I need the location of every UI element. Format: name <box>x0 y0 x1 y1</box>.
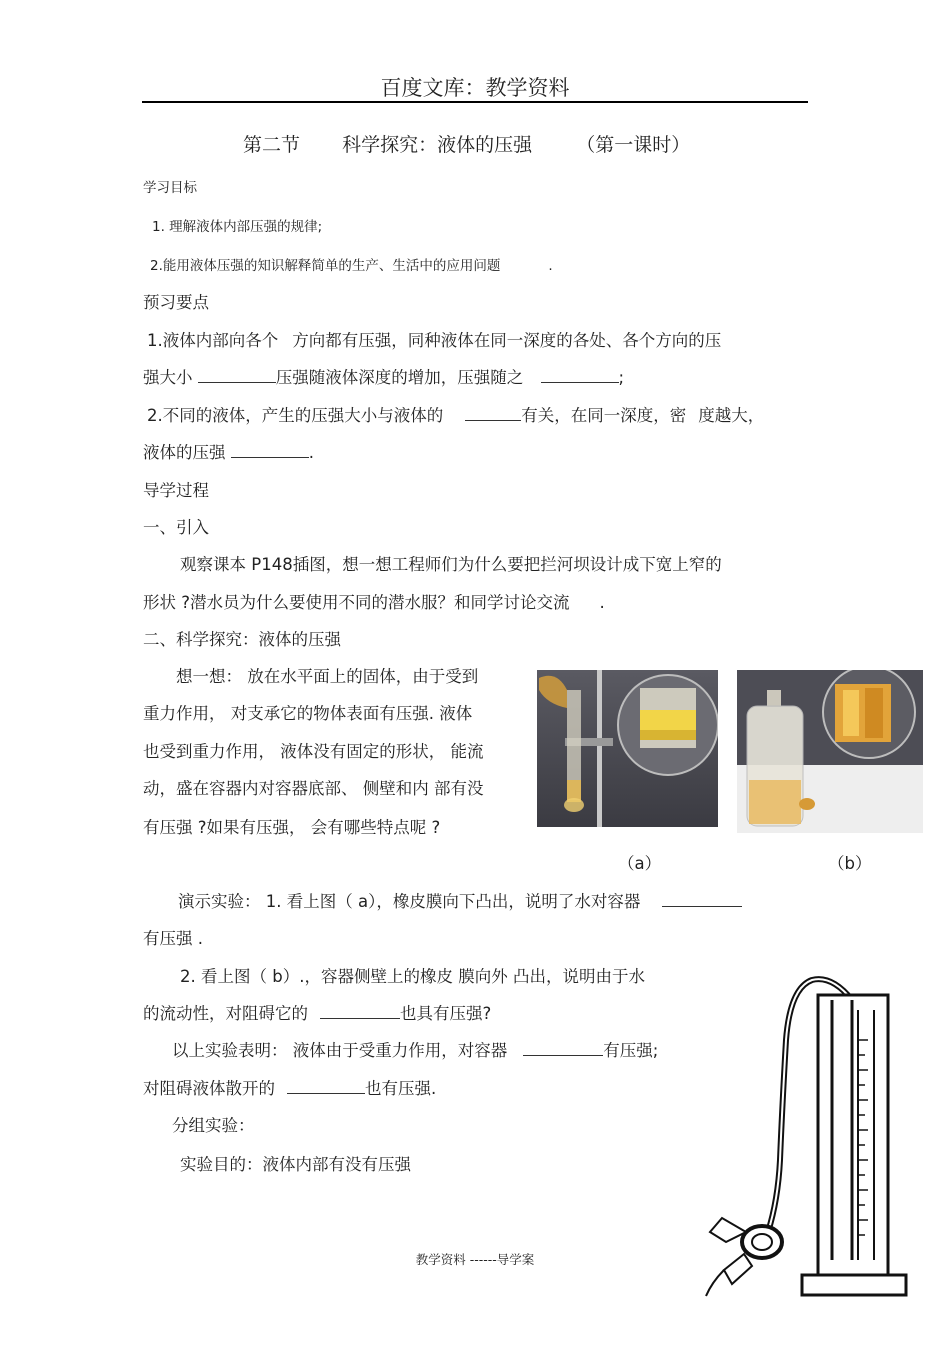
blank-1[interactable] <box>198 368 276 383</box>
goal-item-2 <box>150 254 553 274</box>
goal-item-2-text: 2.能用液体压强的知识解释简单的生产、生活中的应用问题 <box>150 258 501 274</box>
blank-8[interactable] <box>287 1079 365 1094</box>
experiment-purpose: 实验目的：液体内部有没有压强 <box>180 1155 411 1174</box>
think-line-2: 重力作用， 对支承它的物体表面有压强. 液体 <box>143 704 473 723</box>
blank-6[interactable] <box>320 1004 400 1019</box>
concl-text-a: 以上实验表明： 液体由于受重力作用，对容器 <box>172 1041 508 1060</box>
group-heading: 分组实验： <box>172 1116 255 1135</box>
figure-a-photo <box>537 670 718 827</box>
demo-b-line-2 <box>143 1000 491 1024</box>
blank-4[interactable] <box>231 443 309 458</box>
p2-text-d: 液体的压强 <box>143 443 226 462</box>
conclusion-line-1 <box>172 1037 658 1061</box>
title-section: 第二节 <box>243 134 301 156</box>
concl2-text-b: 也有压强. <box>365 1079 437 1098</box>
preview-p2-line1 <box>147 402 764 426</box>
p1-end: ; <box>618 368 625 387</box>
conclusion-line-2 <box>143 1075 436 1099</box>
title-period: （第一课时） <box>576 134 691 156</box>
p1-text-b: 方向都有压强，同种液体在同一深度的各处、各个方向的压 <box>292 331 722 350</box>
goals-heading: 学习目标 <box>143 180 197 196</box>
p2-text-a: 2.不同的液体，产生的压强大小与液体的 <box>147 406 444 425</box>
figure-b-photo <box>737 670 923 833</box>
p2-text-c: 度越大， <box>698 406 765 425</box>
demo-b2-text-a: 的流动性，对阻碍它的 <box>143 1004 308 1023</box>
header-rule <box>142 101 808 103</box>
intro-heading: 一、引入 <box>143 518 209 537</box>
page-header: 百度文库：教学资料 <box>380 76 570 100</box>
preview-p2-line2 <box>143 439 314 463</box>
p1-text-c: 强大小 <box>143 368 193 387</box>
think-line-4: 动，盛在容器内对容器底部、 侧壁和内 部有没 <box>143 779 484 798</box>
goal-item-2-end: . <box>548 258 553 274</box>
inquiry-heading: 二、科学探究：液体的压强 <box>143 630 341 649</box>
intro-line-2 <box>143 589 605 613</box>
preview-heading: 预习要点 <box>143 293 209 312</box>
demo-a-line <box>178 888 742 912</box>
blank-7[interactable] <box>523 1041 603 1056</box>
figure-b-label: （b） <box>828 854 872 873</box>
title-topic: 科学探究：液体的压强 <box>342 134 533 156</box>
goal-item-1: 1. 理解液体内部压强的规律; <box>152 219 323 235</box>
doc-title <box>243 130 690 157</box>
intro-line-1: 观察课本 P148插图，想一想工程师们为什么要把拦河坝设计成下宽上窄的 <box>180 555 722 574</box>
intro-end: . <box>599 593 605 612</box>
demo-a-text: 演示实验： 1. 看上图（ a），橡皮膜向下凸出，说明了水对容器 <box>178 892 641 911</box>
blank-2[interactable] <box>541 368 619 383</box>
demo-a-line-2: 有压强 . <box>143 929 203 948</box>
blank-5[interactable] <box>662 892 742 907</box>
p2-text-b: 有关，在同一深度，密 <box>521 406 687 425</box>
intro-line-2-text: 形状 ?潜水员为什么要使用不同的潜水服？和同学讨论交流 <box>143 593 570 612</box>
process-heading: 导学过程 <box>143 481 209 500</box>
concl2-text-a: 对阻碍液体散开的 <box>143 1079 275 1098</box>
think-line-5: 有压强 ?如果有压强， 会有哪些特点呢 ? <box>143 818 441 837</box>
figure-a-label: （a） <box>618 854 662 873</box>
preview-p1-line1 <box>147 327 721 351</box>
think-line-1: 想一想： 放在水平面上的固体，由于受到 <box>176 667 479 686</box>
preview-p1-line2 <box>143 364 624 388</box>
concl-text-b: 有压强; <box>603 1041 659 1060</box>
blank-3[interactable] <box>465 406 521 421</box>
p2-end: . <box>308 443 314 462</box>
demo-b2-text-b: 也具有压强? <box>400 1004 492 1023</box>
p1-text-d: 压强随液体深度的增加，压强随之 <box>275 368 524 387</box>
page-footer: 教学资料 ------导学案 <box>415 1252 535 1267</box>
demo-b-line: 2. 看上图（ b）.，容器侧壁上的橡皮 膜向外 凸出，说明由于水 <box>180 967 645 986</box>
think-line-3: 也受到重力作用， 液体没有固定的形状， 能流 <box>143 742 484 761</box>
p1-text-a: 1.液体内部向各个 <box>147 331 279 350</box>
